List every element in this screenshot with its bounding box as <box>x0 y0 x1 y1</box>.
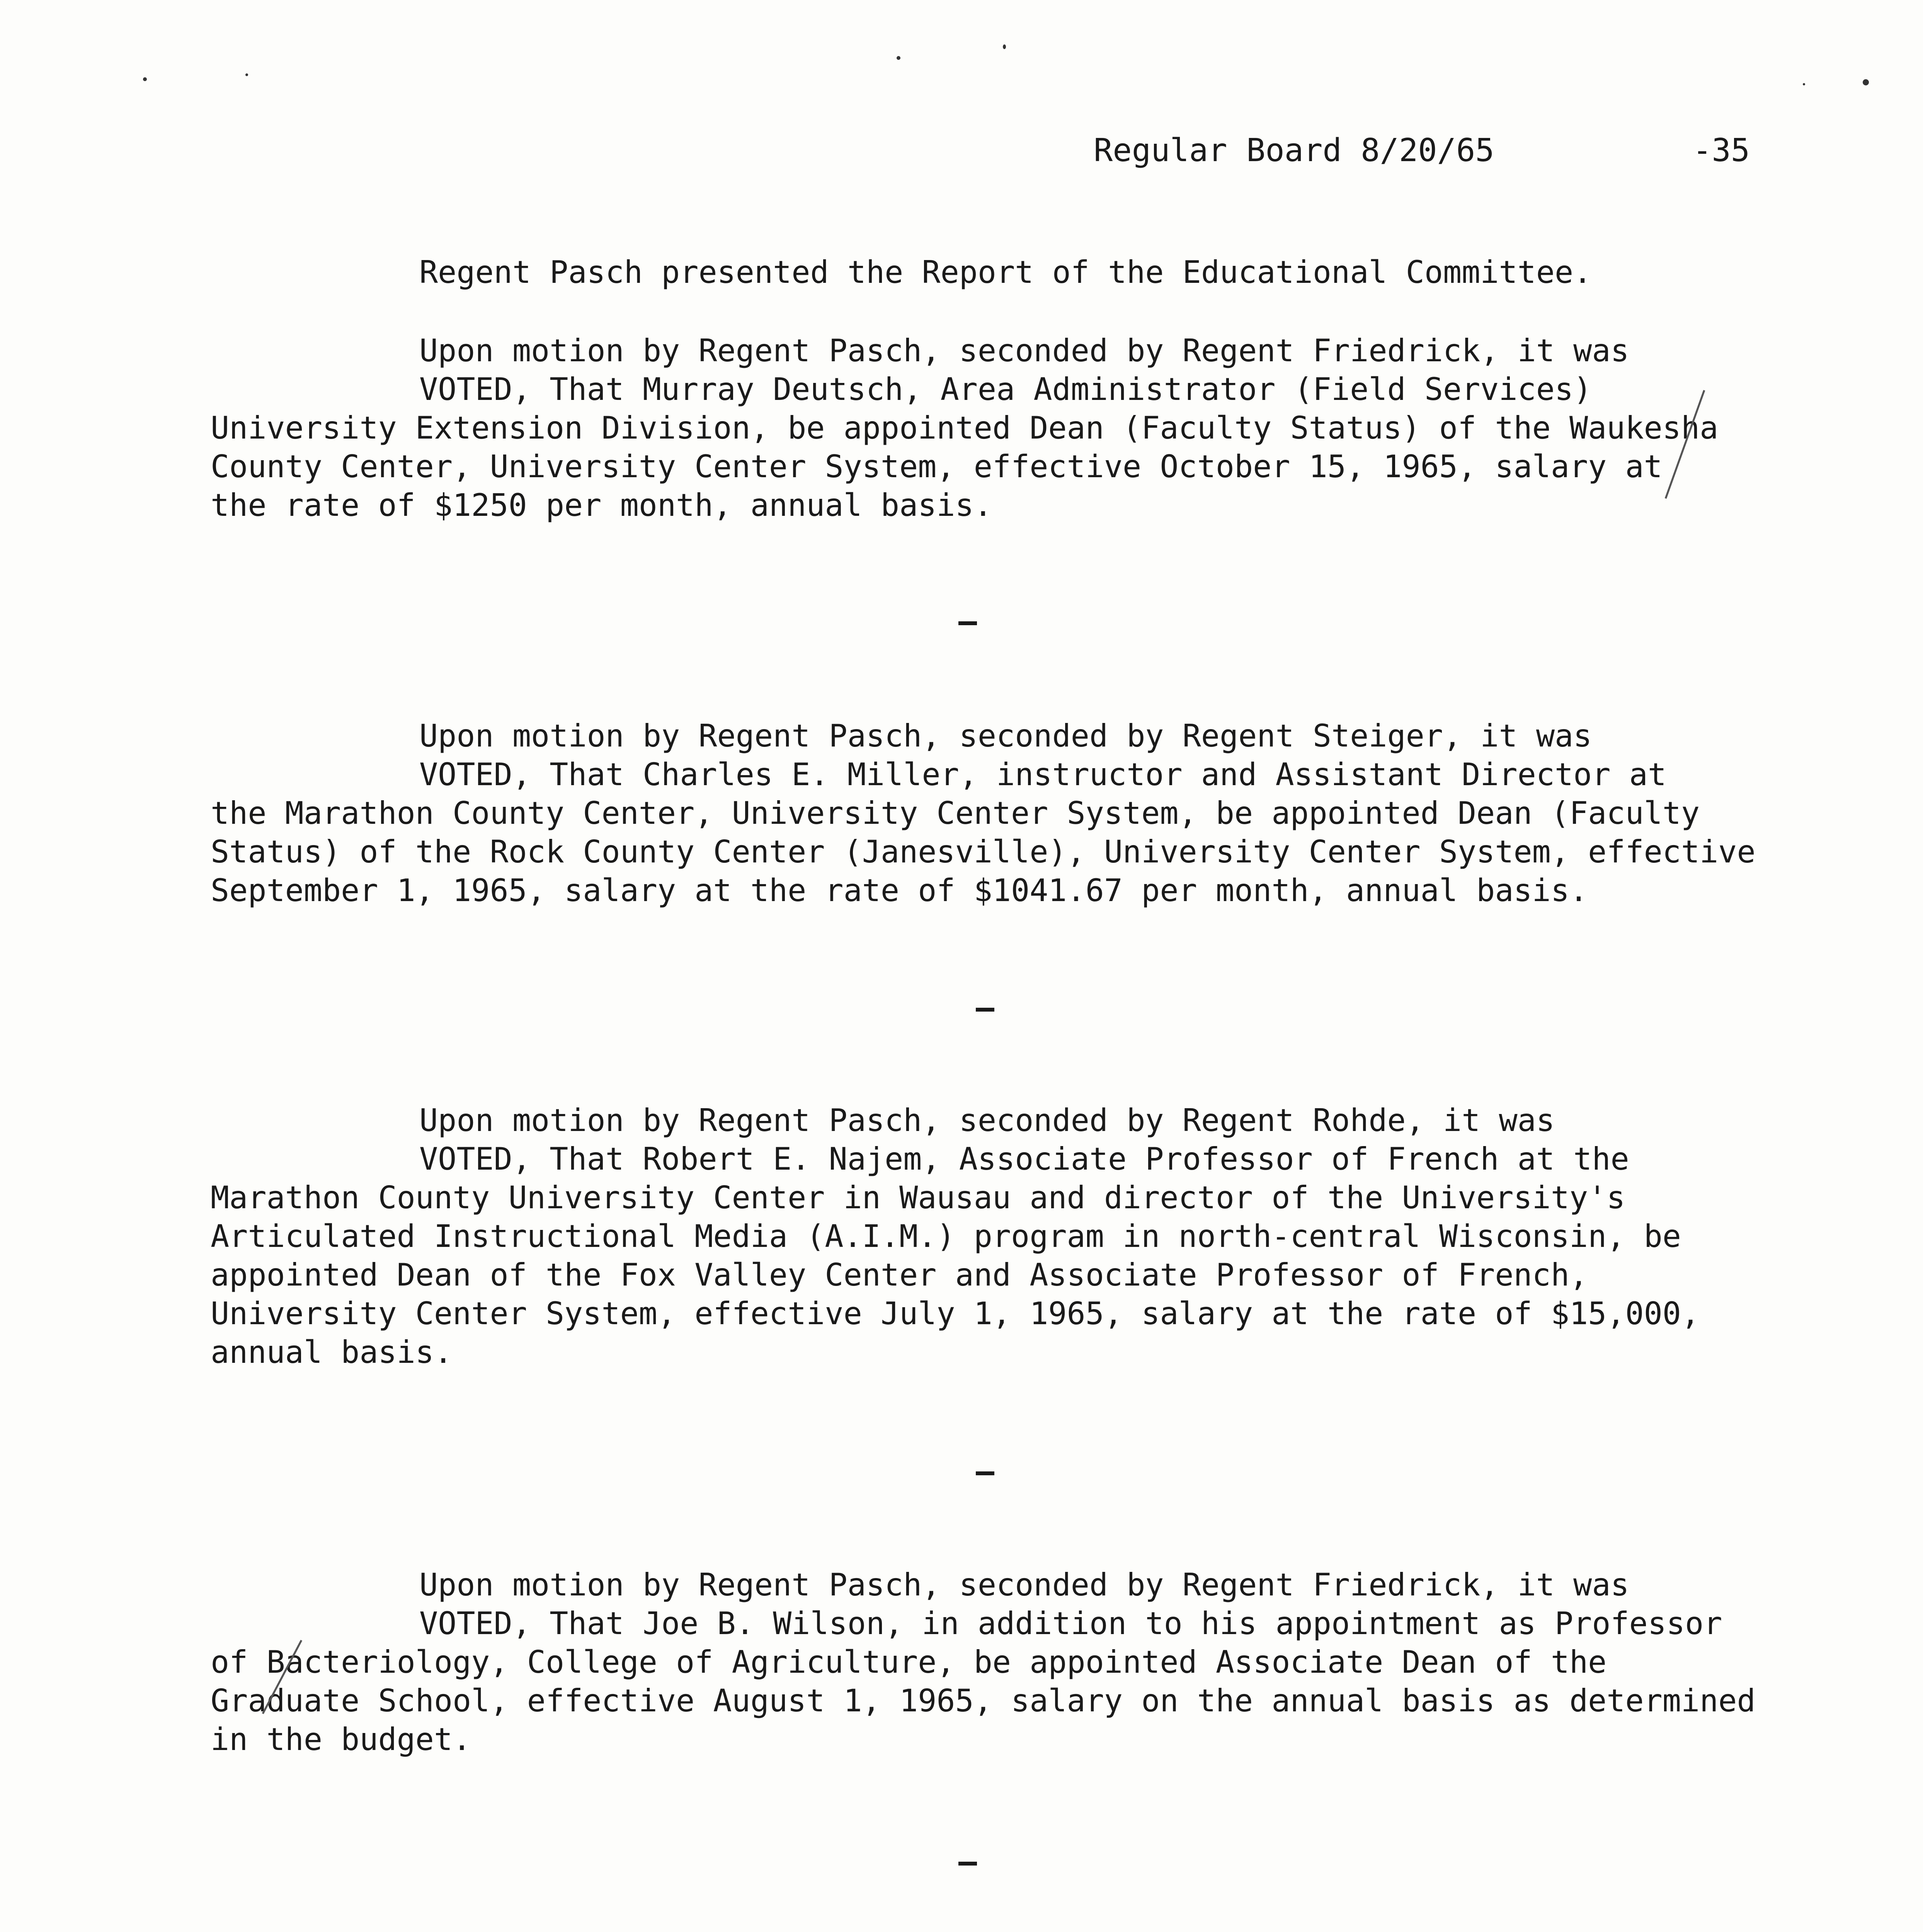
motion-body: University Extension Division, be appointed Dean (Faculty Status) of the Waukesha County Center, University Center System, effective October 15, 1965, salary at the rate of $1250 per month, annual basis. <box>211 410 1719 523</box>
motion-paragraph <box>211 332 1826 525</box>
motion-body: Marathon County University Center in Wausau and director of the University's Articulated Instructional Media (A.I.M.) program in north-central Wisconsin, be appointed Dean of the Fox Valley Center and Associate Professor of French, University Center System, effective July 1, 1965, salary at the rate of $15,000, annual basis. <box>211 1180 1700 1370</box>
section-separator <box>958 621 977 625</box>
scan-speck <box>245 73 248 76</box>
motion-line: Upon motion by Regent Pasch, seconded by Regent Steiger, it was <box>419 718 1592 754</box>
check-mark-icon <box>259 1638 305 1716</box>
scan-speck <box>1003 44 1006 49</box>
header-title: Regular Board 8/20/65 <box>1094 132 1494 169</box>
intro-statement: Regent Pasch presented the Report of the Educational Committee. <box>419 254 1592 290</box>
scan-speck <box>1863 79 1869 85</box>
section-separator <box>976 1471 994 1475</box>
header-page-ref: -35 <box>1693 132 1750 169</box>
section-separator <box>976 1008 994 1012</box>
check-mark-icon <box>1662 386 1708 502</box>
motion-line: Upon motion by Regent Pasch, seconded by Regent Friedrick, it was <box>419 1567 1629 1603</box>
scan-speck <box>897 56 900 60</box>
motion-paragraph <box>211 717 1826 910</box>
motion-body: of Bacteriology, College of Agriculture, be appointed Associate Dean of the Graduate School, effective August 1, 1965, salary on the annual basis as determined in the budget. <box>211 1644 1756 1757</box>
motion-paragraph <box>211 1101 1826 1372</box>
voted-line: VOTED, That Joe B. Wilson, in addition to his appointment as Professor <box>419 1605 1722 1641</box>
motion-line: Upon motion by Regent Pasch, seconded by Regent Rohde, it was <box>419 1102 1555 1138</box>
scan-speck <box>143 77 147 81</box>
voted-line: VOTED, That Murray Deutsch, Area Administrator (Field Services) <box>419 371 1592 407</box>
scan-speck <box>1803 83 1805 85</box>
voted-line: VOTED, That Charles E. Miller, instructor and Assistant Director at <box>419 757 1666 793</box>
motion-line: Upon motion by Regent Pasch, seconded by Regent Friedrick, it was <box>419 333 1629 369</box>
voted-line: VOTED, That Robert E. Najem, Associate Professor of French at the <box>419 1141 1629 1177</box>
motion-body: the Marathon County Center, University Center System, be appointed Dean (Faculty Status) of the Rock County Center (Janesville), University Center System, effective September 1, 1965, salary at the rate of $1041.67 per month, annual basis. <box>211 795 1756 908</box>
motion-paragraph <box>211 1566 1826 1759</box>
section-separator <box>958 1862 977 1866</box>
